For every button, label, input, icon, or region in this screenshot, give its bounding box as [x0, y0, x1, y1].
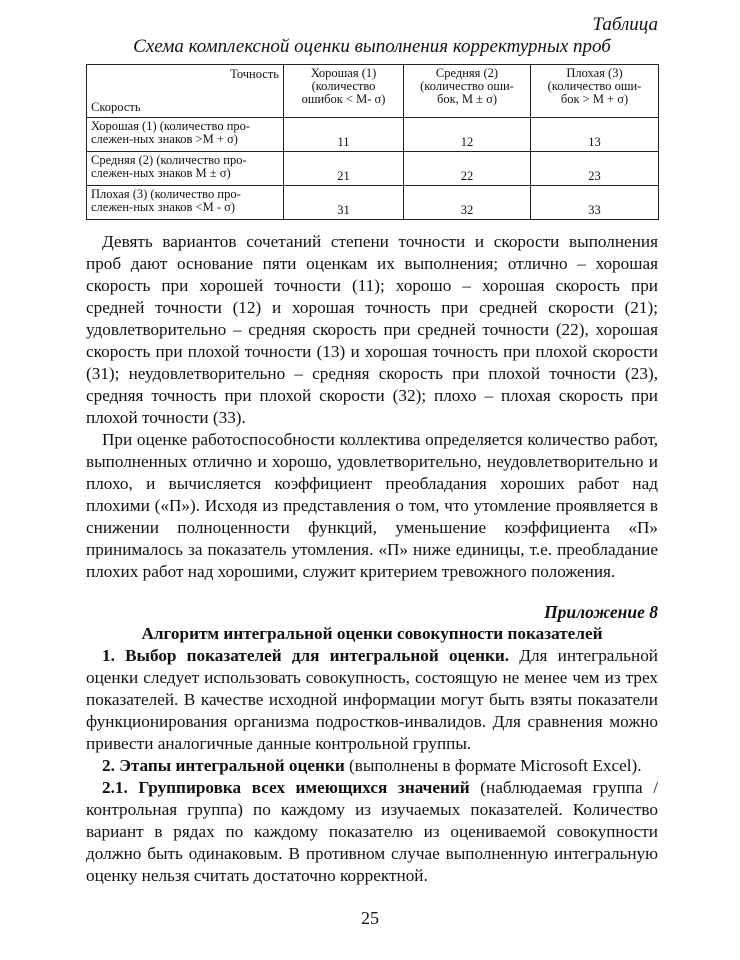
- row-header-good: Хорошая (1) (количество про- слежен-ных знаков >M + σ): [87, 118, 284, 152]
- table-cell: 22: [404, 152, 531, 186]
- section-2-heading: 2. Этапы интегральной оценки: [102, 756, 345, 775]
- table-cell: 23: [531, 152, 659, 186]
- paragraph-fatigue-coefficient: При оценке работоспособности коллектива определяется количество работ, выполненных отлично и хорошо, удовлетворительно, неудовлетворительно и плохо, и вычисляется коэффициент преобладания хороших работ над плохими («П»). Исходя из представления о том, что утомление проявляется в снижении полноценности функций, уменьшение коэффициента «П» принималось за показатель утомления. «П» ниже единицы, т.е. преобладание плохих работ над хорошими, служит критерием тревожного положения.: [86, 430, 658, 581]
- algorithm-title: Алгоритм интегральной оценки совокупности показателей: [141, 624, 603, 643]
- page: [86, 14, 658, 887]
- table-cell: 12: [404, 118, 531, 152]
- scoring-table: [86, 64, 659, 220]
- section-1-heading: 1. Выбор показателей для интегральной оценки.: [102, 646, 510, 665]
- page-number: 25: [361, 908, 379, 928]
- row-header-bad: Плохая (3) (количество про- слежен-ных знаков <M - σ): [87, 186, 284, 220]
- column-header-medium: Средняя (2) (количество оши- бок, M ± σ): [404, 65, 531, 118]
- row-header-medium: Средняя (2) (количество про- слежен-ных знаков M ± σ): [87, 152, 284, 186]
- column-header-bad: Плохая (3) (количество оши- бок > M + σ): [531, 65, 659, 118]
- appendix-label: Приложение 8: [544, 602, 658, 622]
- column-header-good: Хорошая (1) (количество ошибок < M- σ): [284, 65, 404, 118]
- section-2: [86, 755, 658, 777]
- section-1: [86, 645, 658, 755]
- corner-label-speed: Скорость: [91, 100, 141, 114]
- table-corner-cell: [87, 65, 284, 118]
- table-row: [87, 186, 659, 220]
- section-2-1-text: (наблюдаемая группа / контрольная группа) по каждому из изучаемых показателей. Количество вариант в рядах по каждому показателю из оцениваемой совокупности должно быть одинаковым. В противном случае выполненную интегральную оценку нельзя считать достаточно корректной.: [86, 778, 658, 885]
- table-cell: 11: [284, 118, 404, 152]
- section-2-1-heading: 2.1. Группировка всех имеющихся значений: [102, 778, 470, 797]
- table-cell: 31: [284, 186, 404, 220]
- table-row: [87, 152, 659, 186]
- table-row: [87, 118, 659, 152]
- table-label: Таблица: [592, 14, 658, 35]
- table-title: Схема комплексной оценки выполнения корректурных проб: [133, 36, 611, 57]
- section-1-text: Для интегральной оценки следует использовать совокупность, состоящую не менее чем из трех показателей. В качестве исходной информации могут быть взяты показатели функционирования организма подростков-инвалидов. Для сравнения можно привести аналогичные данные контрольной группы.: [86, 646, 658, 753]
- section-2-text: (выполнены в формате Microsoft Excel).: [344, 756, 642, 775]
- table-header-row: [87, 65, 659, 118]
- table-cell: 33: [531, 186, 659, 220]
- table-cell: 32: [404, 186, 531, 220]
- corner-label-accuracy: Точность: [230, 67, 279, 81]
- section-2-1: [86, 777, 658, 887]
- table-cell: 13: [531, 118, 659, 152]
- table-cell: 21: [284, 152, 404, 186]
- paragraph-scoring-variants: Девять вариантов сочетаний степени точности и скорости выполнения проб дают основание пяти оценкам их выполнения; отлично – хорошая скорость при хорошей точности (11); хорошо – хорошая скорость при средней точности (12) и хорошая точность при средней скорости (21); удовлетворительно – средняя скорость при средней точности (22), хорошая скорость при плохой точности (13) и хорошая точность при плохой скорости (31); неудовлетворительно – средняя скорость при плохой точности (23), средняя точность при плохой скорости (32); плохо – плохая скорость при плохой точности (33).: [86, 232, 658, 427]
